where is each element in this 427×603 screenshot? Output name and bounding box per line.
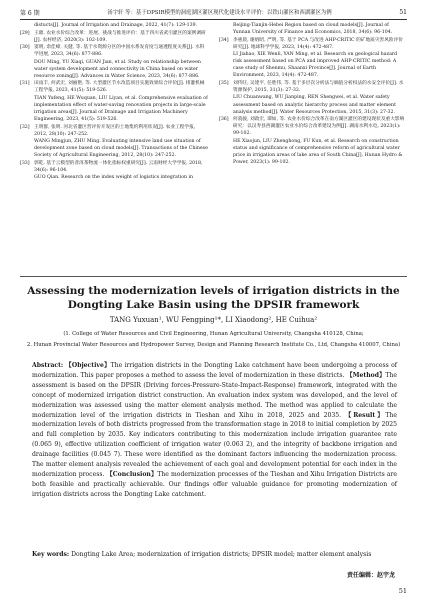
reference-number <box>20 138 34 159</box>
conclusion-tag: 【Conclusion】 <box>106 470 158 478</box>
reference-entry <box>20 30 208 44</box>
objective-text: The irrigation districts in the Dongting Lake catchment have been undergoing a process of modernization. This paper proposes a method to assess the level of modernization in these districts. <box>32 362 398 379</box>
reference-text: 郭乾. 基于云模型的普洱茶物流一体化指标权重研究[J]. 云南财经大学学报, 2018, 34(6): 96-104. <box>34 160 203 173</box>
reference-number <box>20 59 34 80</box>
reference-text: TIAN Yufeng, HE Wuquan, LIU Liyan, et al. Comprehensive evaluation of implementation effect of water-saving renovation projects in large-scale irrigation areas[J]. Journal of Drainage and Irrigation Machinery Engineering, 2023, 41(5): 519-526. <box>34 95 208 123</box>
reference-entry <box>20 95 208 123</box>
section-divider <box>20 276 407 277</box>
references-right-column <box>219 22 407 272</box>
objective-tag: 【Objective】 <box>65 362 111 369</box>
reference-number <box>219 94 233 115</box>
keywords <box>32 550 397 560</box>
reference-text: 李惠晨, 谢炳昭, 严明, 等. 基于 PCA 与改进 AHP-CRITIC 的矿地质灾害风险评价研究[J]. 地球科学学报, 2023, 14(4): 472-487. <box>233 37 403 50</box>
reference-number: [33] <box>20 160 30 166</box>
keywords-text: Dongting Lake Area; modernization of irrigation districts; DPSIR model; matter element analysis <box>71 551 372 558</box>
reference-text: LI Jiahao, XIE Wenli, YAN Ming, et al. Research on geological hazard risk assessment based on PCA and improved AHP-CRITIC method: A case study of Shenmu, Shaanxi Province[J]. Journal of Earth Environment, 2023, 14(4): 472-487. <box>233 52 398 79</box>
reference-text: LIU Chuanwang, WU Jianping, REN Shengwei, et al. Water safety assessment based on analytic hierarchy process and matter element analysis method[J]. Water Resources Protection, 2015, 31(3): 27-32. <box>233 95 396 115</box>
reference-entry <box>219 138 407 166</box>
running-title: 汤宇轩 等：基于DPSIR模型的洞庭湖区灌区现代化建设水平评价：以铁山灌区和西湖灌区为例 <box>107 10 332 16</box>
result-tag: 【Result】 <box>345 411 386 419</box>
reference-entry <box>20 59 208 80</box>
reference-number <box>20 174 34 181</box>
reference-number: [31] <box>20 81 30 87</box>
reference-entry <box>20 44 208 58</box>
reference-number <box>20 95 34 123</box>
abstract-label: Abstract: <box>32 362 64 369</box>
reference-number: [30] <box>20 45 30 51</box>
reference-text: 窦明, 余佳峰, 关健, 等. 基于水资源分区的中国水系发育度与通透程度关系[J]. 水科学进展, 2023, 34(6): 877-886. <box>34 45 205 58</box>
reference-entry <box>20 174 208 181</box>
conclusion-text: The modernization processes of the Tieshan and Xihu Irrigation Districts are both feasible and practically achievable. Our findings offer valuable guidance for promoting modernization of irrigation districts across the Dongting Lake catchment. <box>32 470 397 498</box>
reference-text: 王明群, 张明. 河北省灌区营评价开发区的土地集约利用状况[J]. 农业工程学报, 2012, 28(10): 247-252. <box>34 124 196 137</box>
reference-entry <box>219 94 407 115</box>
reference-text: HE Xiaojun, LIU Zhenghong, FU Kun, et al. Research on construction status and significance of comprehensive reform of agricultural water price in irrigation areas of lake area of South China[J]. Hunan Hydro & Power, 2023(1): 99-102. <box>233 138 403 165</box>
reference-text: GUO Qian. Research on the index weight of logistics integration in <box>34 175 194 181</box>
reference-text: 刘传旺, 吴建平, 任胜伟, 等. 基于多层次分析法与熵值分析权法的水安全评价[J]. 水资源保护, 2015, 31(3): 27-32. <box>233 80 404 93</box>
reference-entry <box>20 138 208 159</box>
reference-entry <box>20 22 208 29</box>
reference-number <box>20 22 34 29</box>
reference-entry <box>219 22 407 36</box>
affiliation-1: (1. College of Water Resources and Civil Engineering, Hunan Agricultural University, Changsha 410128, China; <box>63 331 364 337</box>
page-number: 51 <box>398 587 407 595</box>
result-text: The modernization levels of both districts progressed from the transformation stage in 2018 to initial completion by 2025 and full completion by 2035. Key indicators contributing to this modernization include irrigation guarantee rate (0.065 9), effective utilization coefficient of irrigation water (0.063 2), and the integrity of backbone irrigation and drainage facilities (0.045 7). These were identified as the dominant factors influencing the modernization process. The matter element analysis revealed the achievement of each goal and development potential for each index in the modernization process. <box>32 411 398 478</box>
method-text: The assessment is based on the DPSIR (Driving forces-Pressure-State-Impact-Response) framework, integrated with the concept of modernized irrigation district construction. An evaluation index system was developed, and the level of modernization was assessed using the matter element analysis method. The method was applied to calculate the modernization level of the irrigation districts in Tieshan and Xihu in 2018, 2025 and 2035. <box>32 371 397 419</box>
reference-number: [35] <box>219 80 229 86</box>
reference-number <box>219 22 233 36</box>
issue-number: 第 6 期 <box>20 9 40 17</box>
reference-text: Beijing-Tianjin-Hebei Region based on cloud models[J]. Journal of Yunnan University of Finance and Economics, 2018, 34(6): 96-104. <box>233 23 393 36</box>
references-left-column <box>20 22 208 272</box>
english-abstract <box>32 361 397 500</box>
reference-text: WANG Mingjun, ZHU Ming. Evaluating intensive land use situation of development zone based on cloud models[J]. Transactions of the Chinese Society of Agricultural Engineering, 2012, 28(10): 247-252. <box>34 139 208 159</box>
reference-entry <box>219 37 407 51</box>
reference-text: distucts[J]. Journal of Irrigation and Drainage, 2022, 41(7): 129-139. <box>34 23 198 28</box>
reference-entry <box>219 116 407 137</box>
author-list: TANG Yuxuan¹, WU Fengping¹*, LI Xiaodong², HE Cuihua² <box>109 316 318 324</box>
affiliation-2: 2. Hunan Provincial Water Resources and Hydropower Survey, Design and Planning Research Institute Co., Ltd, Changsha 410007, China) <box>26 342 401 348</box>
reference-number: [29] <box>20 30 30 36</box>
keywords-label: Key words: <box>32 551 70 558</box>
reference-number: [36] <box>219 117 229 123</box>
reference-number: [32] <box>20 124 30 130</box>
reference-text: 何骁骏, 刘政宏, 谭如, 等. 农业水价综合改革在南方湖区灌区的建设现状及重大影响研究：以汉寿县西湖灌区农业水价综合改革建设为例[J]. 湖南水利水电, 2023(1): 99-102. <box>233 117 405 137</box>
reference-entry <box>219 80 407 94</box>
reference-number <box>219 138 233 166</box>
english-article-title <box>20 284 407 312</box>
title-line-2: Dongting Lake Basin using the DPSIR framework <box>67 299 360 311</box>
reference-text: 田雨丰, 何武宏, 刘丽艳, 等. 大型灌区节水改造项目实施效果综合评价[J]. 排灌机械工程学报, 2023, 41(5): 519-526. <box>34 81 205 94</box>
responsible-editor: 责任编辑：赵宇龙 <box>346 572 395 579</box>
reference-text: DOU Ming, YU Xiaqi, GUAN Jian, et al. Study on relationship between water system development and connectivity in China based on water resource zoning[J]. Advances in Water Science, 2023, 34(6): 877-886. <box>34 59 201 79</box>
reference-entry <box>20 80 208 94</box>
reference-number: [34] <box>219 37 229 43</box>
reference-entry <box>20 124 208 138</box>
running-header <box>20 5 407 20</box>
references-section <box>20 22 407 272</box>
reference-entry <box>219 51 407 79</box>
title-line-1: Assessing the modernization levels of irrigation districts in the <box>27 285 400 297</box>
header-page-number: 51 <box>399 8 407 16</box>
reference-entry <box>20 160 208 174</box>
reference-text: 王璀. 农业水价综合改革：进展、挑战与推进评价：基于四川省武引灌区的案例调研[J]. 农村经济, 2020(3): 102-109. <box>34 30 206 43</box>
reference-number <box>219 51 233 79</box>
method-tag: 【Method】 <box>346 371 386 379</box>
